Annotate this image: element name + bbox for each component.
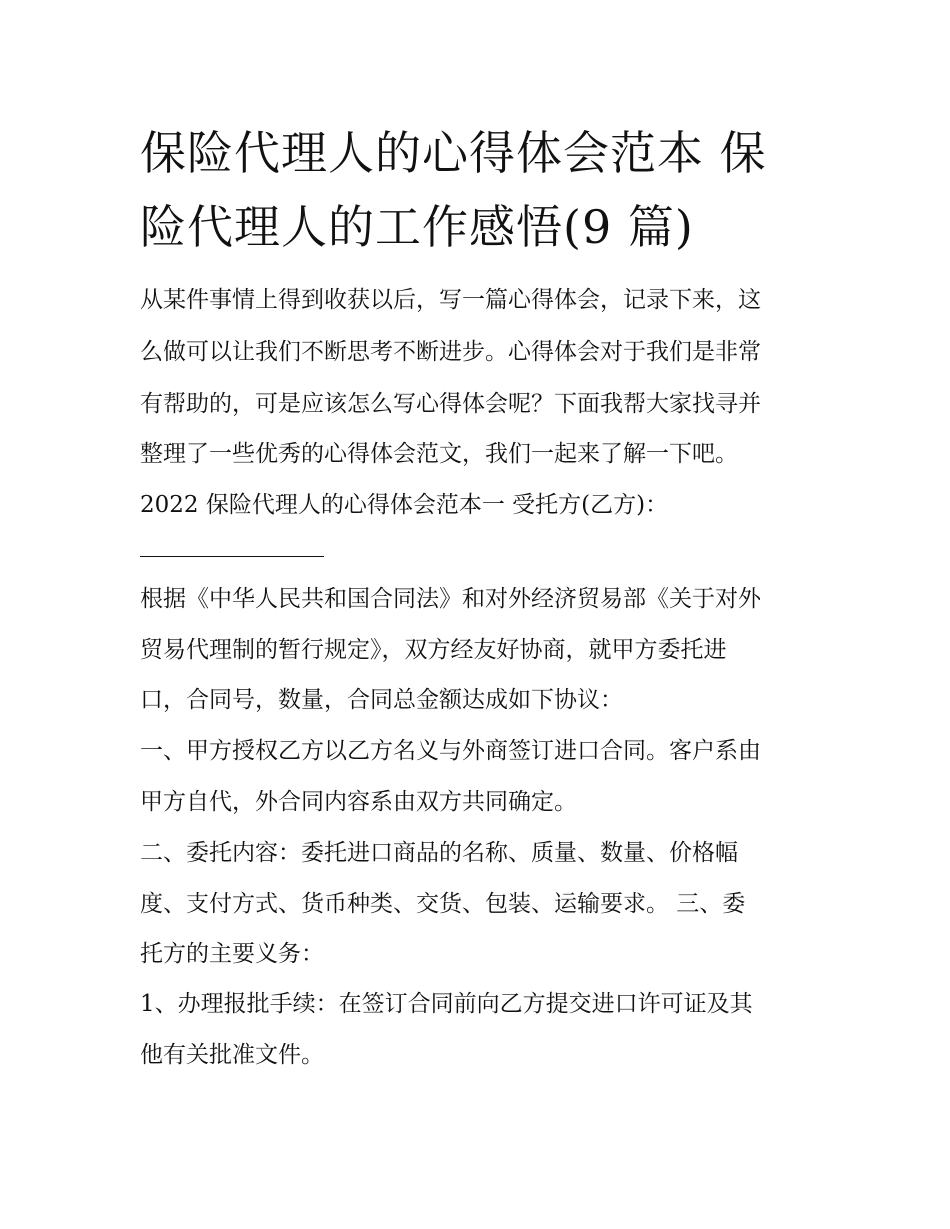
body-line: 甲方自代，外合同内容系由双方共同确定。 — [140, 789, 577, 815]
body-line: 托方的主要义务： — [140, 941, 324, 967]
body-line: 度、支付方式、货币种类、交货、包装、运输要求。 三、委 — [140, 891, 746, 917]
body-line: 一、甲方授权乙方以乙方名义与外商签订进口合同。客户系由 — [140, 738, 761, 764]
document-title — [140, 116, 820, 264]
body-line: 整理了一些优秀的心得体会范文，我们一起来了解一下吧。 — [140, 441, 738, 467]
body-line: 1、办理报批手续：在签订合同前向乙方提交进口许可证及其 — [140, 991, 753, 1017]
body-line: 从某件事情上得到收获以后，写一篇心得体会，记录下来，这 — [140, 287, 761, 313]
body-line: 贸易代理制的暂行规定》，双方经友好协商，就甲方委托进 — [140, 637, 727, 663]
body-line: 二、委托内容：委托进口商品的名称、质量、数量、价格幅 — [140, 840, 738, 866]
body-line: 根据《中华人民共和国合同法》和对外经济贸易部《关于对外 — [140, 586, 761, 612]
body-line: 2022 保险代理人的心得体会范本一 受托方(乙方)： — [140, 492, 669, 518]
signature-blank-line — [140, 556, 324, 557]
body-line: 他有关批准文件。 — [140, 1042, 324, 1068]
title-line-2: 险代理人的工作感悟(9 篇) — [140, 200, 694, 254]
title-line-1: 保险代理人的心得体会范本 保 — [140, 126, 767, 180]
body-line: 口，合同号，数量，合同总金额达成如下协议： — [140, 687, 623, 713]
body-line: 么做可以让我们不断思考不断进步。心得体会对于我们是非常 — [140, 339, 761, 365]
body-line: 有帮助的，可是应该怎么写心得体会呢？下面我帮大家找寻并 — [140, 391, 761, 417]
